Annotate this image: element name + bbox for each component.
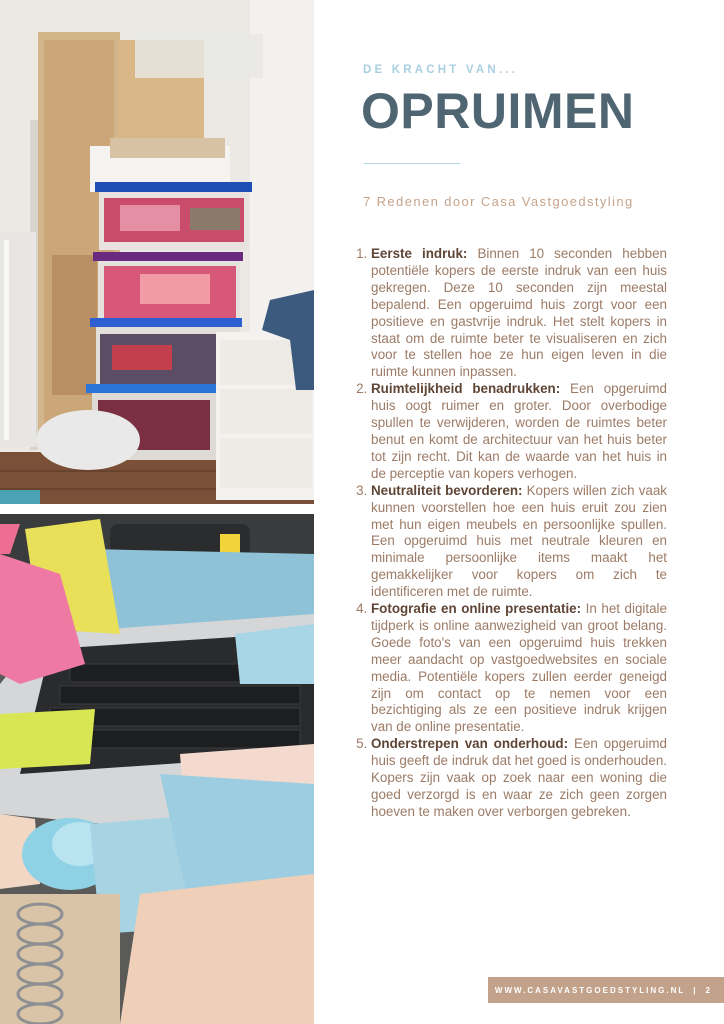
list-item	[371, 601, 667, 736]
page-title: OPRUIMEN	[361, 83, 635, 139]
footer-separator: |	[693, 985, 698, 995]
page-number: 2	[705, 985, 712, 995]
reason-heading: Neutraliteit bevorderen:	[371, 482, 523, 498]
reason-body: Binnen 10 seconden hebben potentiële kopers de eerste indruk van een huis gekregen. Deze 10 seconden zijn meestal bepalend. Een opgeruimd huis zorgt voor een positieve en gastvrije indruk. Het stelt kopers in staat om de ruimte beter te visualiseren en zich voor te stellen hoe ze hun eigen leven in die ruimte kunnen inpassen.	[371, 246, 667, 380]
storage-boxes-photo	[0, 0, 314, 504]
footer-bar	[488, 977, 724, 1003]
reason-body: Een opgeruimd huis geeft de indruk dat het goed is onderhouden. Kopers zijn vaak op zoek naar een woning die goed verzorgd is en waar ze zich geen zorgen hoeven te maken over verborgen gebreken.	[371, 736, 667, 819]
list-item	[371, 246, 667, 381]
page-subtitle: 7 Redenen door Casa Vastgoedstyling	[363, 194, 634, 209]
reason-heading: Onderstrepen van onderhoud:	[371, 736, 569, 752]
reason-heading: Ruimtelijkheid benadrukken:	[371, 381, 561, 397]
reason-heading: Fotografie en online presentatie:	[371, 601, 582, 617]
reason-body: In het digitale tijdperk is online aanwezigheid van groot belang. Goede foto's van een opgeruimd huis trekken meer aandacht op vastgoedwebsites en sociale media. Potentiële kopers zullen eerder geneigd zijn om contact op te nemen voor een bezichtiging als ze een positieve indruk krijgen van de online presentatie.	[371, 601, 667, 735]
list-item	[371, 483, 667, 601]
reasons-list	[356, 246, 667, 821]
reason-heading: Eerste indruk:	[371, 246, 468, 261]
website-link[interactable]: WWW.CASAVASTGOEDSTYLING.NL	[494, 985, 686, 995]
reason-body: Kopers willen zich vaak kunnen voorstellen hoe een huis eruit zou zien met hun eigen meubels en persoonlijke spullen. Een opgeruimd huis met neutrale kleuren en minimale persoonlijke items maakt het gemakkelijker voor kopers om zich te identificeren met de ruimte.	[371, 482, 667, 600]
reason-body: Een opgeruimd huis oogt ruimer en groter. Door overbodige spullen te verwijderen, worden de ruimtes beter benut en komt de architectuur van het huis beter tot zijn recht. Dit kan de waarde van het huis in de perceptie van kopers verhogen.	[371, 381, 667, 481]
divider	[364, 163, 460, 164]
list-item	[371, 381, 667, 482]
list-item	[371, 736, 667, 821]
laptop-sticky-notes-photo	[0, 514, 314, 1024]
kicker-text: DE KRACHT VAN...	[363, 64, 519, 76]
